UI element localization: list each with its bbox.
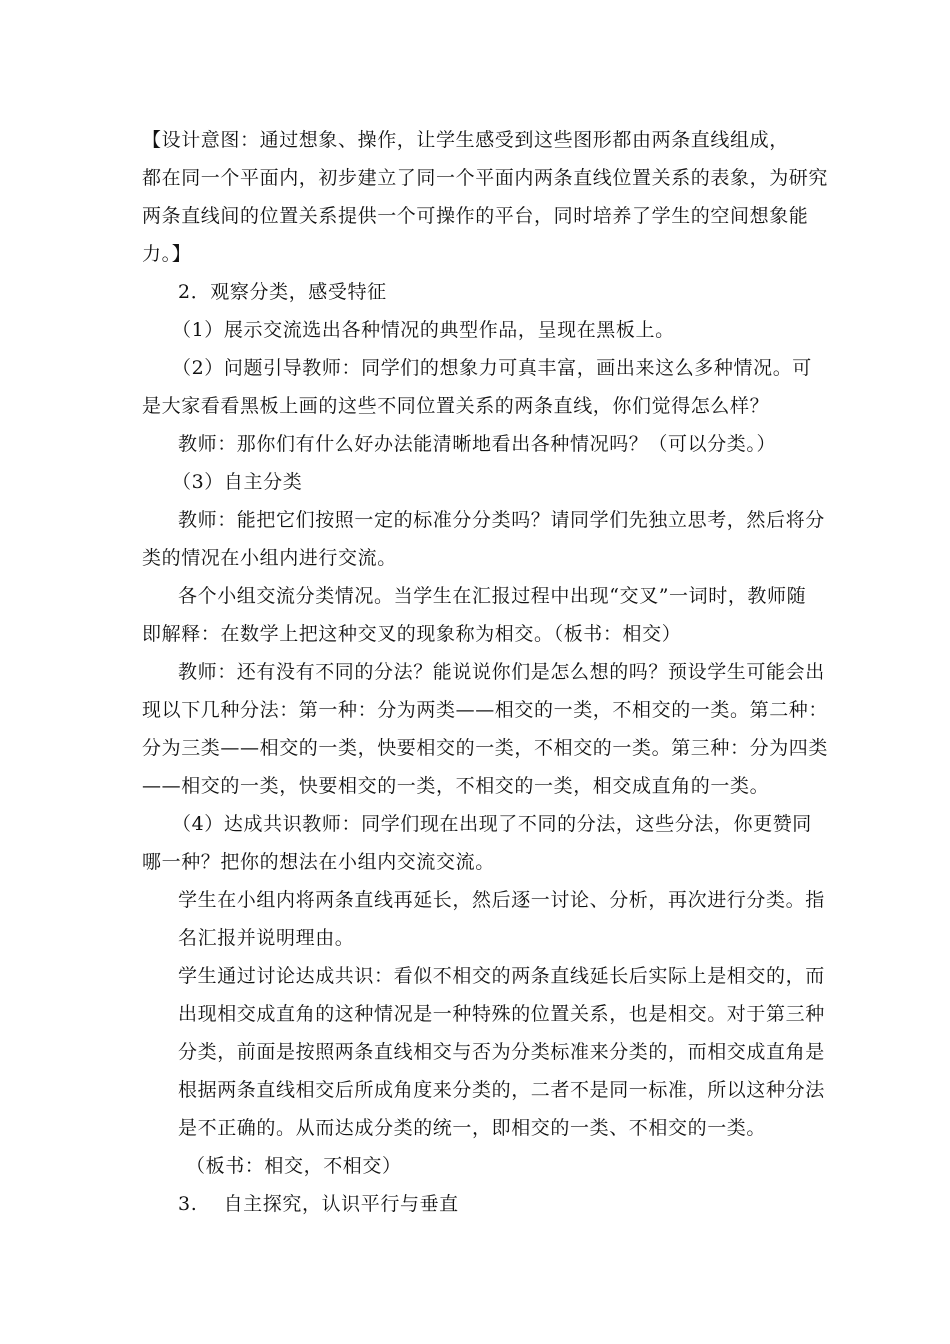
paragraph-classify-line-2: 类的情况在小组内进行交流。 (142, 547, 397, 569)
paragraph-extend-line-2: 名汇报并说明理由。 (178, 927, 355, 949)
paragraph-classify-line-1: 教师：能把它们按照一定的标准分分类吗？请同学们先独立思考，然后将分 (178, 509, 825, 531)
paragraph-teacher-question: 教师：那你们有什么好办法能清晰地看出各种情况吗？（可以分类。） (178, 433, 777, 455)
board-note: （板书：相交，不相交） (186, 1155, 402, 1177)
paragraph-consensus-line-1: 学生通过讨论达成共识：看似不相交的两条直线延长后实际上是相交的，而 (178, 965, 825, 987)
paragraph-methods-line-4: ——相交的一类，快要相交的一类，不相交的一类，相交成直角的一类。 (142, 775, 770, 797)
paragraph-step-2-line-2: 是大家看看黑板上画的这些不同位置关系的两条直线，你们觉得怎么样？ (142, 395, 770, 417)
paragraph-step-1: （1）展示交流选出各种情况的典型作品，呈现在黑板上。 (172, 319, 675, 341)
section-heading-3: 3. 自主探究，认识平行与垂直 (178, 1193, 459, 1215)
design-intent-line-1: 【设计意图：通过想象、操作，让学生感受到这些图形都由两条直线组成， (142, 129, 789, 151)
paragraph-consensus-line-5: 是不正确的。从而达成分类的统一，即相交的一类、不相交的一类。 (178, 1117, 767, 1139)
paragraph-step-2-line-1: （2）问题引导教师：同学们的想象力可真丰富，画出来这么多种情况。可 (172, 357, 812, 379)
paragraph-step-4-line-2: 哪一种？把你的想法在小组内交流交流。 (142, 851, 495, 873)
paragraph-consensus-line-2: 出现相交成直角的这种情况是一种特殊的位置关系，也是相交。对于第三种 (178, 1003, 825, 1025)
paragraph-methods-line-2: 现以下几种分法：第一种：分为两类——相交的一类，不相交的一类。第二种： (142, 699, 829, 721)
paragraph-extend-line-1: 学生在小组内将两条直线再延长，然后逐一讨论、分析，再次进行分类。指 (178, 889, 825, 911)
paragraph-consensus-line-3: 分类，前面是按照两条直线相交与否为分类标准来分类的，而相交成直角是 (178, 1041, 825, 1063)
paragraph-consensus-line-4: 根据两条直线相交后所成角度来分类的，二者不是同一标准，所以这种分法 (178, 1079, 825, 1101)
paragraph-methods-line-3: 分为三类——相交的一类，快要相交的一类，不相交的一类。第三种：分为四类 (142, 737, 829, 759)
paragraph-step-3: （3）自主分类 (172, 471, 303, 493)
design-intent-line-2: 都在同一个平面内，初步建立了同一个平面内两条直线位置关系的表象，为研究 (142, 167, 829, 189)
design-intent-line-4: 力。】 (142, 243, 192, 265)
paragraph-groups-line-1: 各个小组交流分类情况。当学生在汇报过程中出现“交叉”一词时，教师随 (178, 585, 807, 607)
paragraph-step-4-line-1: （4）达成共识教师：同学们现在出现了不同的分法，这些分法，你更赞同 (172, 813, 812, 835)
section-heading-2: 2．观察分类，感受特征 (178, 281, 387, 303)
design-intent-line-3: 两条直线间的位置关系提供一个可操作的平台，同时培养了学生的空间想象能 (142, 205, 809, 227)
paragraph-methods-line-1: 教师：还有没有不同的分法？能说说你们是怎么想的吗？预设学生可能会出 (178, 661, 825, 683)
paragraph-groups-line-2: 即解释：在数学上把这种交叉的现象称为相交。（板书：相交） (142, 623, 682, 645)
